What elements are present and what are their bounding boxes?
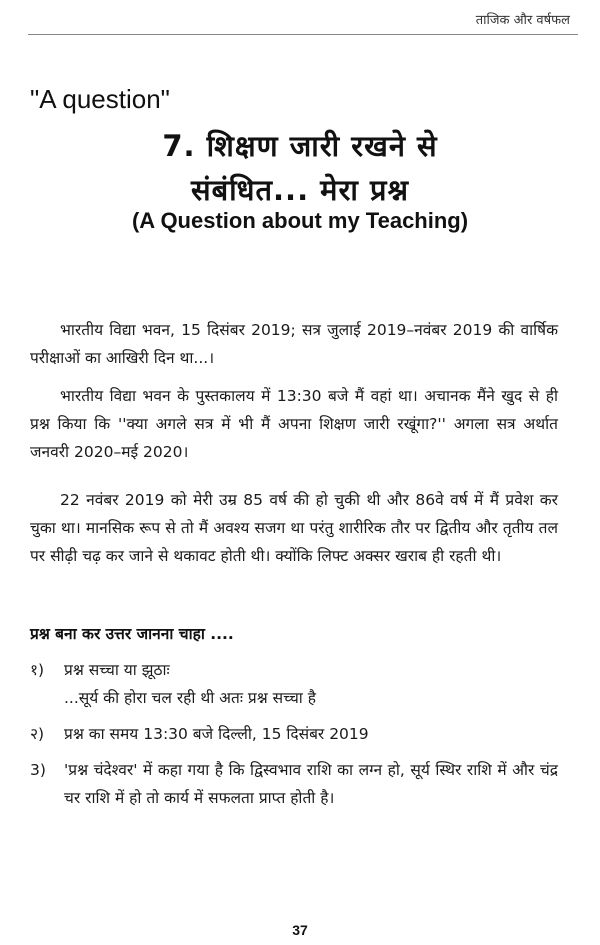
- header-divider: [28, 34, 578, 35]
- chapter-title: [0, 124, 600, 212]
- list-item-text: ...सूर्य की होरा चल रही थी अतः प्रश्न सच्चा है: [64, 689, 316, 707]
- list-item-number: १): [30, 661, 45, 679]
- quote-label: "A question": [30, 84, 170, 114]
- paragraph: भारतीय विद्या भवन के पुस्तकालय में 13:30 बजे मैं वहां था। अचानक मैंने खुद से ही प्रश्न किया कि ''क्या अगले सत्र में भी मैं अपना शिक्षण जारी रखूंगा?'' अगला सत्र अर्थात जनवरी 2020–मई 2020।: [30, 387, 558, 461]
- running-header: ताजिक और वर्षफल: [475, 13, 570, 28]
- list-item-text: 'प्रश्न चंदेश्वर' में कहा गया है कि द्विस्वभाव राशि का लग्न हो, सूर्य स्थिर राशि में और चंद्र चर राशि में हो तो कार्य में सफलता प्राप्त होती है।: [64, 761, 558, 807]
- list-item-number: 3): [30, 761, 46, 779]
- list-item: [30, 756, 558, 812]
- list-item: [30, 720, 558, 748]
- list-item-body: [64, 656, 558, 712]
- numbered-list: [30, 656, 558, 820]
- chapter-subtitle: (A Question about my Teaching): [131, 208, 469, 233]
- page-number: 37: [292, 922, 308, 938]
- paragraph: 22 नवंबर 2019 को मेरी उम्र 85 वर्ष की हो चुकी थी और 86वे वर्ष में मैं प्रवेश कर चुका था। मानसिक रूप से तो मैं अवश्य सजग था परंतु शारीरिक तौर पर द्वितीय और तृतीय तल पर सीढ़ी चढ़ कर जाने से थकावट होती थी। क्योंकि लिफ्ट अक्सर खराब ही रहती थी।: [30, 491, 558, 565]
- list-item-number: २): [30, 725, 45, 743]
- chapter-title-line-1: 7. शिक्षण जारी रखने से: [162, 129, 438, 163]
- list-item-body: [64, 756, 558, 812]
- list-item-text: प्रश्न का समय 13:30 बजे दिल्ली, 15 दिसंबर 2019: [64, 725, 369, 743]
- paragraph: भारतीय विद्या भवन, 15 दिसंबर 2019; सत्र जुलाई 2019–नवंबर 2019 की वार्षिक परीक्षाओं का आखिरी दिन था...।: [30, 321, 558, 367]
- section-heading: प्रश्न बना कर उत्तर जानना चाहा ....: [30, 625, 234, 643]
- list-item: [30, 656, 558, 712]
- list-item-body: [64, 720, 558, 748]
- list-item-text: प्रश्न सच्चा या झूठाः: [64, 661, 170, 679]
- chapter-title-line-2: संबंधित... मेरा प्रश्न: [191, 173, 409, 207]
